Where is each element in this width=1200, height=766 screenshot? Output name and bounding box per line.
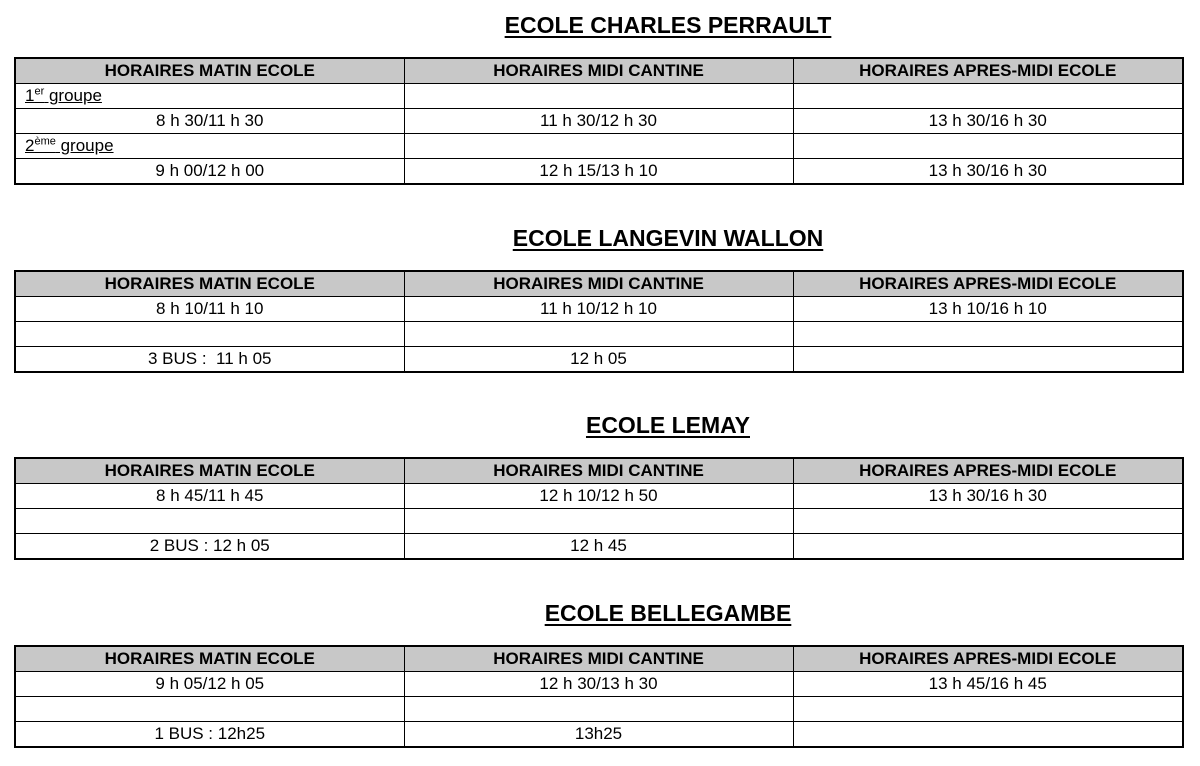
column-header-afternoon: HORAIRES APRES-MIDI ECOLE bbox=[793, 646, 1183, 672]
school-title: ECOLE BELLEGAMBE bbox=[544, 600, 792, 626]
schedule-table bbox=[14, 645, 1184, 748]
header-row bbox=[15, 646, 1183, 672]
column-header-morning: HORAIRES MATIN ECOLE bbox=[15, 458, 404, 484]
bus-row bbox=[15, 534, 1183, 560]
morning-hours-cell: 9 h 05/12 h 05 bbox=[15, 672, 404, 697]
column-header-afternoon: HORAIRES APRES-MIDI ECOLE bbox=[793, 58, 1183, 84]
bus-row bbox=[15, 722, 1183, 748]
schedule-table bbox=[14, 57, 1184, 185]
group-label-second: 2ème groupe bbox=[15, 134, 404, 159]
bus-afternoon-cell bbox=[793, 722, 1183, 748]
empty-cell bbox=[793, 84, 1183, 109]
school-title: ECOLE CHARLES PERRAULT bbox=[504, 12, 832, 38]
morning-hours-cell: 8 h 45/11 h 45 bbox=[15, 484, 404, 509]
school-title: ECOLE LEMAY bbox=[585, 412, 750, 438]
afternoon-hours-cell: 13 h 30/16 h 30 bbox=[793, 159, 1183, 185]
column-header-noon: HORAIRES MIDI CANTINE bbox=[404, 271, 793, 297]
morning-hours-cell: 8 h 30/11 h 30 bbox=[15, 109, 404, 134]
header-row bbox=[15, 58, 1183, 84]
table-row bbox=[15, 159, 1183, 185]
empty-cell bbox=[404, 509, 793, 534]
empty-cell bbox=[15, 509, 404, 534]
bus-row bbox=[15, 347, 1183, 373]
header-row bbox=[15, 458, 1183, 484]
empty-cell bbox=[793, 322, 1183, 347]
bus-noon-cell: 12 h 45 bbox=[404, 534, 793, 560]
group-label-first: 1er groupe bbox=[15, 84, 404, 109]
column-header-morning: HORAIRES MATIN ECOLE bbox=[15, 58, 404, 84]
group-label-row bbox=[15, 84, 1183, 109]
bus-morning-cell: 1 BUS : 12h25 bbox=[15, 722, 404, 748]
column-header-noon: HORAIRES MIDI CANTINE bbox=[404, 646, 793, 672]
empty-cell bbox=[793, 509, 1183, 534]
empty-cell bbox=[404, 322, 793, 347]
table-row bbox=[15, 484, 1183, 509]
noon-hours-cell: 11 h 30/12 h 30 bbox=[404, 109, 793, 134]
empty-row bbox=[15, 697, 1183, 722]
column-header-afternoon: HORAIRES APRES-MIDI ECOLE bbox=[793, 271, 1183, 297]
empty-cell bbox=[15, 697, 404, 722]
empty-row bbox=[15, 509, 1183, 534]
table-row bbox=[15, 672, 1183, 697]
empty-cell bbox=[404, 697, 793, 722]
empty-cell bbox=[793, 697, 1183, 722]
noon-hours-cell: 12 h 30/13 h 30 bbox=[404, 672, 793, 697]
bus-noon-cell: 12 h 05 bbox=[404, 347, 793, 373]
group-label-row bbox=[15, 134, 1183, 159]
noon-hours-cell: 12 h 15/13 h 10 bbox=[404, 159, 793, 185]
bus-afternoon-cell bbox=[793, 534, 1183, 560]
afternoon-hours-cell: 13 h 30/16 h 30 bbox=[793, 109, 1183, 134]
empty-cell bbox=[404, 134, 793, 159]
schedule-table bbox=[14, 457, 1184, 560]
empty-cell bbox=[793, 134, 1183, 159]
afternoon-hours-cell: 13 h 30/16 h 30 bbox=[793, 484, 1183, 509]
morning-hours-cell: 9 h 00/12 h 00 bbox=[15, 159, 404, 185]
column-header-morning: HORAIRES MATIN ECOLE bbox=[15, 271, 404, 297]
school-title: ECOLE LANGEVIN WALLON bbox=[512, 225, 824, 251]
noon-hours-cell: 11 h 10/12 h 10 bbox=[404, 297, 793, 322]
morning-hours-cell: 8 h 10/11 h 10 bbox=[15, 297, 404, 322]
empty-row bbox=[15, 322, 1183, 347]
empty-cell bbox=[404, 84, 793, 109]
noon-hours-cell: 12 h 10/12 h 50 bbox=[404, 484, 793, 509]
header-row bbox=[15, 271, 1183, 297]
bus-afternoon-cell bbox=[793, 347, 1183, 373]
afternoon-hours-cell: 13 h 45/16 h 45 bbox=[793, 672, 1183, 697]
bus-morning-cell: 3 BUS : 11 h 05 bbox=[15, 347, 404, 373]
column-header-afternoon: HORAIRES APRES-MIDI ECOLE bbox=[793, 458, 1183, 484]
table-row bbox=[15, 109, 1183, 134]
empty-cell bbox=[15, 322, 404, 347]
table-row bbox=[15, 297, 1183, 322]
afternoon-hours-cell: 13 h 10/16 h 10 bbox=[793, 297, 1183, 322]
schedule-table bbox=[14, 270, 1184, 373]
bus-morning-cell: 2 BUS : 12 h 05 bbox=[15, 534, 404, 560]
column-header-noon: HORAIRES MIDI CANTINE bbox=[404, 58, 793, 84]
column-header-morning: HORAIRES MATIN ECOLE bbox=[15, 646, 404, 672]
bus-noon-cell: 13h25 bbox=[404, 722, 793, 748]
column-header-noon: HORAIRES MIDI CANTINE bbox=[404, 458, 793, 484]
